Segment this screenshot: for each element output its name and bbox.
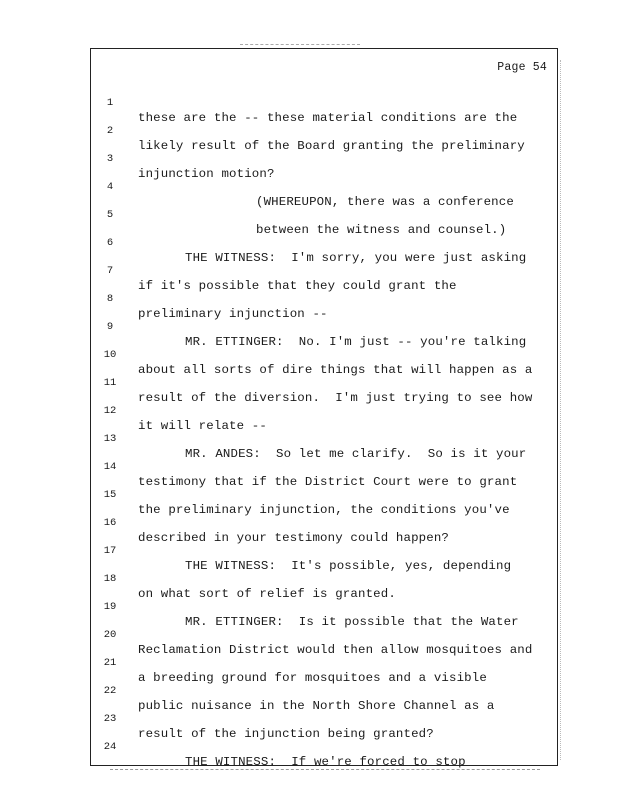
line-number: 3 — [106, 153, 114, 165]
transcript-line — [91, 195, 557, 237]
transcript-line — [91, 307, 557, 349]
line-text: result of the diversion. I'm just trying to see how — [138, 391, 533, 405]
line-number: 4 — [106, 181, 114, 193]
transcript-line — [91, 335, 557, 377]
line-text: injunction motion? — [138, 167, 275, 181]
transcript-line — [91, 83, 557, 125]
line-number: 12 — [103, 405, 117, 417]
line-number: 6 — [106, 237, 114, 249]
line-text: MR. ETTINGER: No. I'm just -- you're talking — [185, 335, 527, 349]
line-text: THE WITNESS: It's possible, yes, depending — [185, 559, 512, 573]
line-number: 20 — [103, 629, 117, 641]
line-number: 5 — [106, 209, 114, 221]
line-number: 16 — [103, 517, 117, 529]
line-text: public nuisance in the North Shore Channel as a — [138, 699, 495, 713]
line-text: THE WITNESS: I'm sorry, you were just asking — [185, 251, 527, 265]
transcript-line — [91, 503, 557, 545]
transcript-line — [91, 587, 557, 629]
transcript-line — [91, 643, 557, 685]
transcript-line — [91, 279, 557, 321]
transcript-line — [91, 727, 557, 769]
scan-edge-artifact — [560, 60, 567, 760]
transcript-line — [91, 419, 557, 461]
line-text: preliminary injunction -- — [138, 307, 328, 321]
transcript-line — [91, 111, 557, 153]
scan-artifact-bottom — [110, 769, 540, 770]
line-number: 24 — [103, 741, 117, 753]
line-text: (WHEREUPON, there was a conference — [256, 195, 514, 209]
line-number: 19 — [103, 601, 117, 613]
line-text: on what sort of relief is granted. — [138, 587, 396, 601]
transcript-line — [91, 223, 557, 265]
line-text: THE WITNESS: If we're forced to stop — [185, 755, 466, 769]
line-number: 9 — [106, 321, 114, 333]
line-text: MR. ETTINGER: Is it possible that the Water — [185, 615, 519, 629]
line-number: 2 — [106, 125, 114, 137]
line-text: result of the injunction being granted? — [138, 727, 434, 741]
line-text: MR. ANDES: So let me clarify. So is it your — [185, 447, 527, 461]
line-number: 8 — [106, 293, 114, 305]
line-number: 10 — [103, 349, 117, 361]
line-number: 13 — [103, 433, 117, 445]
transcript-line — [91, 671, 557, 713]
transcript-line — [91, 167, 557, 209]
transcript-line — [91, 531, 557, 573]
line-number: 17 — [103, 545, 117, 557]
line-number: 15 — [103, 489, 117, 501]
transcript-line — [91, 559, 557, 601]
page-number: Page 54 — [497, 61, 547, 74]
line-text: described in your testimony could happen? — [138, 531, 450, 545]
transcript-line — [91, 139, 557, 181]
line-number: 7 — [106, 265, 114, 277]
line-number: 21 — [103, 657, 117, 669]
line-number: 18 — [103, 573, 117, 585]
line-text: it will relate -- — [138, 419, 267, 433]
line-text: testimony that if the District Court were to grant — [138, 475, 518, 489]
line-text: a breeding ground for mosquitoes and a visible — [138, 671, 487, 685]
transcript-page — [90, 48, 558, 769]
transcript-line — [91, 447, 557, 489]
line-number: 11 — [103, 377, 117, 389]
transcript-line — [91, 251, 557, 293]
line-text: likely result of the Board granting the preliminary — [138, 139, 525, 153]
transcript-line — [91, 475, 557, 517]
line-text: if it's possible that they could grant the — [138, 279, 457, 293]
line-text: about all sorts of dire things that will happen as a — [138, 363, 533, 377]
transcript-line — [91, 363, 557, 405]
line-text: between the witness and counsel.) — [256, 223, 507, 237]
line-number: 14 — [103, 461, 117, 473]
line-text: these are the -- these material conditions are the — [138, 111, 518, 125]
line-text: Reclamation District would then allow mosquitoes and — [138, 643, 533, 657]
transcript-line — [91, 391, 557, 433]
line-text: the preliminary injunction, the conditions you've — [138, 503, 510, 517]
scan-artifact-top — [240, 44, 360, 45]
line-number: 1 — [106, 97, 114, 109]
transcript-line — [91, 615, 557, 657]
line-number: 22 — [103, 685, 117, 697]
transcript-line — [91, 699, 557, 741]
line-number: 23 — [103, 713, 117, 725]
